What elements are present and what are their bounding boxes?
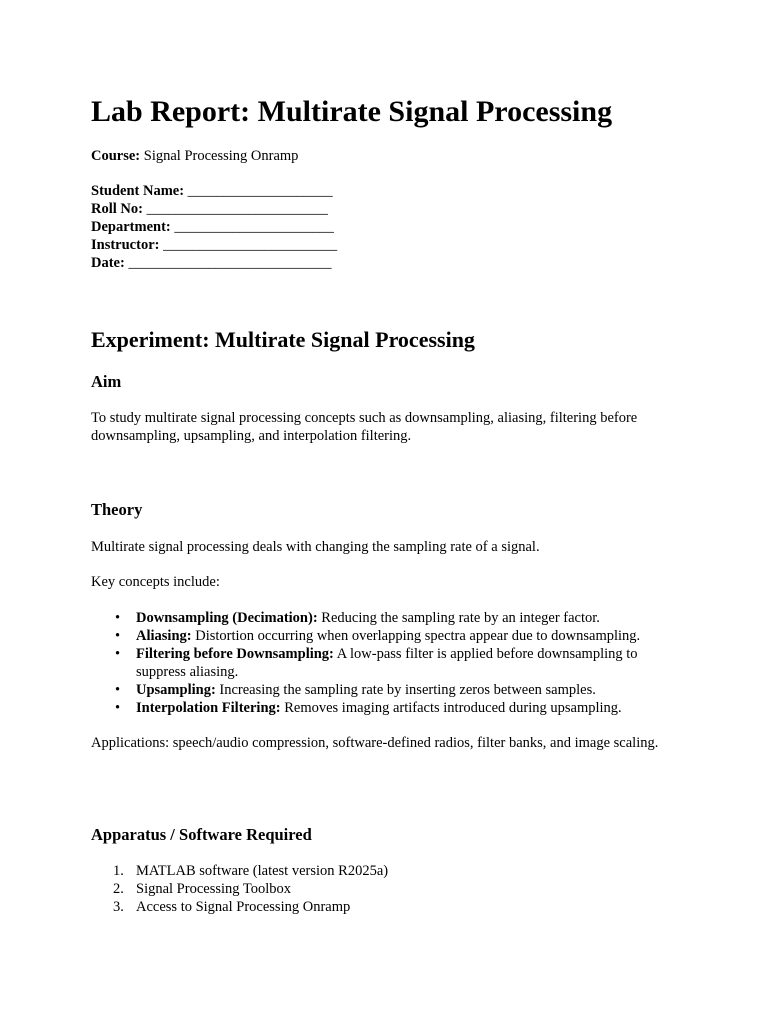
document-title: Lab Report: Multirate Signal Processing [91, 95, 613, 128]
theory-intro: Multirate signal processing deals with changing the sampling rate of a signal. [91, 539, 540, 555]
roll-no-line [91, 200, 337, 218]
concept-term: Aliasing: [136, 628, 192, 644]
course-value: Signal Processing Onramp [143, 148, 299, 164]
roll-no-label: Roll No: [91, 201, 143, 217]
roll-no-blank: _________________________ [146, 201, 328, 217]
date-line [91, 254, 337, 272]
student-name-line [91, 182, 337, 200]
date-label: Date: [91, 255, 125, 271]
bullet-icon: • [115, 646, 121, 662]
list-item [91, 699, 671, 717]
apparatus-heading: Apparatus / Software Required [91, 825, 312, 844]
bullet-icon: • [115, 628, 121, 644]
item-text: Access to Signal Processing Onramp [136, 899, 351, 915]
course-line [91, 147, 298, 165]
bullet-icon: • [115, 610, 121, 626]
concept-description: Removes imaging artifacts introduced during upsampling. [284, 700, 622, 716]
list-item [91, 645, 671, 681]
experiment-heading: Experiment: Multirate Signal Processing [91, 327, 475, 352]
list-item [91, 627, 671, 645]
bullet-icon: • [115, 682, 121, 698]
list-item [91, 898, 671, 916]
list-item [91, 862, 671, 880]
student-info-block [91, 182, 337, 272]
item-number: 3. [113, 899, 124, 915]
concept-description: Distortion occurring when overlapping spectra appear due to downsampling. [195, 628, 641, 644]
item-text: MATLAB software (latest version R2025a) [136, 863, 389, 879]
list-item [91, 681, 671, 699]
item-number: 2. [113, 881, 124, 897]
instructor-label: Instructor: [91, 237, 160, 253]
student-name-blank: ____________________ [187, 183, 333, 199]
aim-heading: Aim [91, 372, 122, 391]
applications-text: Applications: speech/audio compression, software-defined radios, filter banks, and image scaling. [91, 735, 659, 751]
concept-term: Interpolation Filtering: [136, 700, 281, 716]
theory-heading: Theory [91, 500, 143, 519]
department-blank: ______________________ [174, 219, 334, 235]
department-label: Department: [91, 219, 171, 235]
apparatus-list [91, 862, 671, 916]
aim-text: To study multirate signal processing concepts such as downsampling, aliasing, filtering before downsampling, upsampling, and interpolation filtering. [91, 410, 638, 444]
course-label: Course: [91, 148, 141, 164]
concept-term: Upsampling: [136, 682, 216, 698]
concept-description: Reducing the sampling rate by an integer factor. [321, 610, 600, 626]
key-concepts-list [91, 609, 671, 717]
key-concepts-label: Key concepts include: [91, 574, 220, 590]
student-name-label: Student Name: [91, 183, 185, 199]
bullet-icon: • [115, 700, 121, 716]
date-blank: ____________________________ [128, 255, 332, 271]
department-line [91, 218, 337, 236]
item-text: Signal Processing Toolbox [136, 881, 291, 897]
concept-term: Downsampling (Decimation): [136, 610, 318, 626]
item-number: 1. [113, 863, 124, 879]
concept-term: Filtering before Downsampling: [136, 646, 334, 662]
list-item [91, 880, 671, 898]
list-item [91, 609, 671, 627]
instructor-blank: ________________________ [163, 237, 338, 253]
instructor-line [91, 236, 337, 254]
concept-description: Increasing the sampling rate by inserting zeros between samples. [219, 682, 596, 698]
concept-description: A low-pass filter is applied before downsampling to suppress aliasing. [136, 646, 638, 680]
